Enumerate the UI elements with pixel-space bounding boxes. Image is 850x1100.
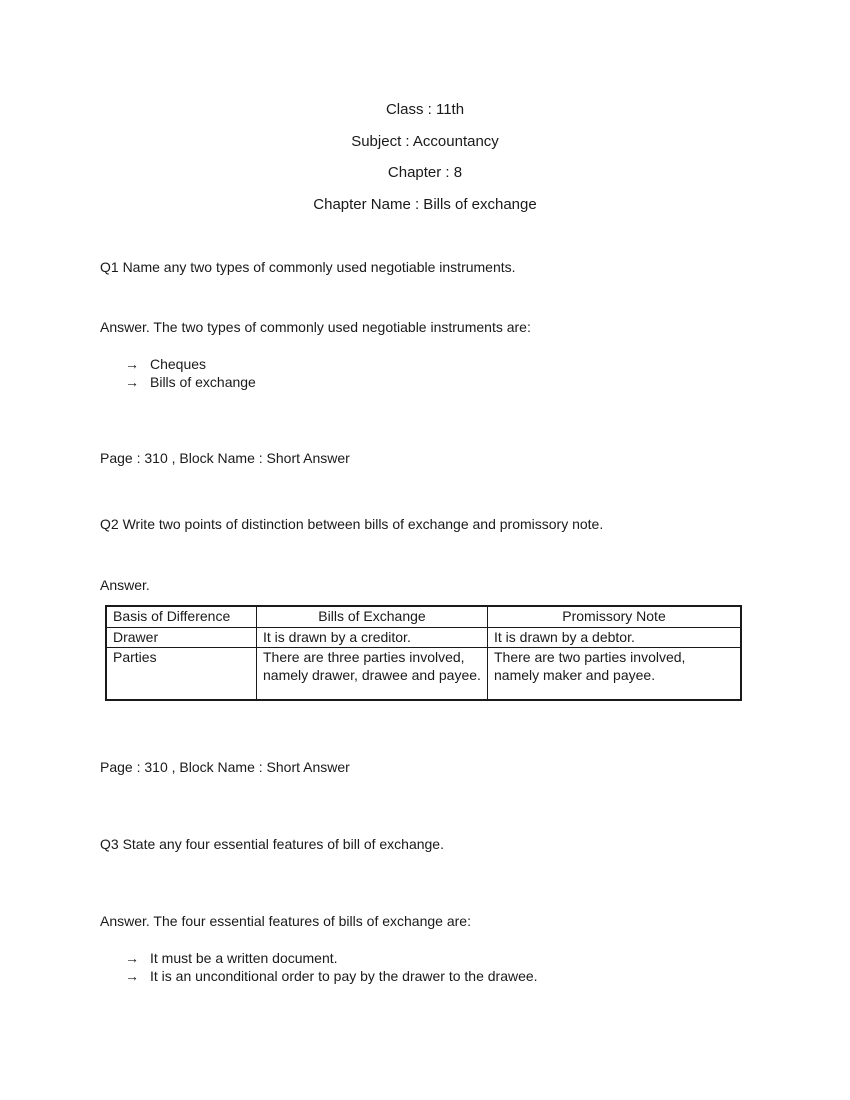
answer-3-list: [125, 949, 538, 985]
list-item: → Bills of exchange: [125, 374, 256, 390]
table-header-cell: Promissory Note: [488, 606, 742, 627]
table-cell: Drawer: [106, 627, 257, 648]
list-item: → It is an unconditional order to pay by the drawer to the drawee.: [125, 968, 538, 984]
table-cell: Parties: [106, 648, 257, 701]
table-cell: There are three parties involved, namely drawer, drawee and payee.: [257, 648, 488, 701]
source-2: Page : 310 , Block Name : Short Answer: [100, 759, 350, 775]
class-line: Class : 11th: [385, 101, 465, 118]
question-2: Q2 Write two points of distinction between bills of exchange and promissory note.: [100, 516, 604, 532]
question-1: Q1 Name any two types of commonly used negotiable instruments.: [100, 259, 516, 275]
table-header-cell: Bills of Exchange: [257, 606, 488, 627]
chapter-line: Chapter : 8: [387, 164, 463, 181]
source-1: Page : 310 , Block Name : Short Answer: [100, 450, 350, 466]
right-arrow-icon: →: [125, 356, 139, 372]
right-arrow-icon: →: [125, 968, 139, 984]
subject-line: Subject : Accountancy: [351, 133, 499, 150]
table-cell: It is drawn by a creditor.: [257, 627, 488, 648]
table-row: [106, 627, 741, 648]
list-item: → Cheques: [125, 356, 207, 372]
table-header-row: [106, 606, 741, 627]
table-header-cell: Basis of Difference: [106, 606, 257, 627]
distinction-table: [105, 605, 742, 701]
table-cell: There are two parties involved, namely maker and payee.: [488, 648, 742, 701]
chapter-name-line: Chapter Name : Bills of exchange: [313, 196, 537, 213]
answer-2-intro: Answer.: [100, 577, 150, 593]
right-arrow-icon: →: [125, 374, 139, 390]
answer-1-intro: Answer. The two types of commonly used negotiable instruments are:: [100, 319, 531, 335]
question-3: Q3 State any four essential features of bill of exchange.: [100, 836, 444, 852]
answer-3-intro: Answer. The four essential features of bills of exchange are:: [100, 913, 471, 929]
table-cell: It is drawn by a debtor.: [488, 627, 742, 648]
answer-1-list: [125, 355, 256, 391]
table-row: [106, 648, 741, 701]
list-item: → It must be a written document.: [125, 950, 338, 966]
right-arrow-icon: →: [125, 950, 139, 966]
